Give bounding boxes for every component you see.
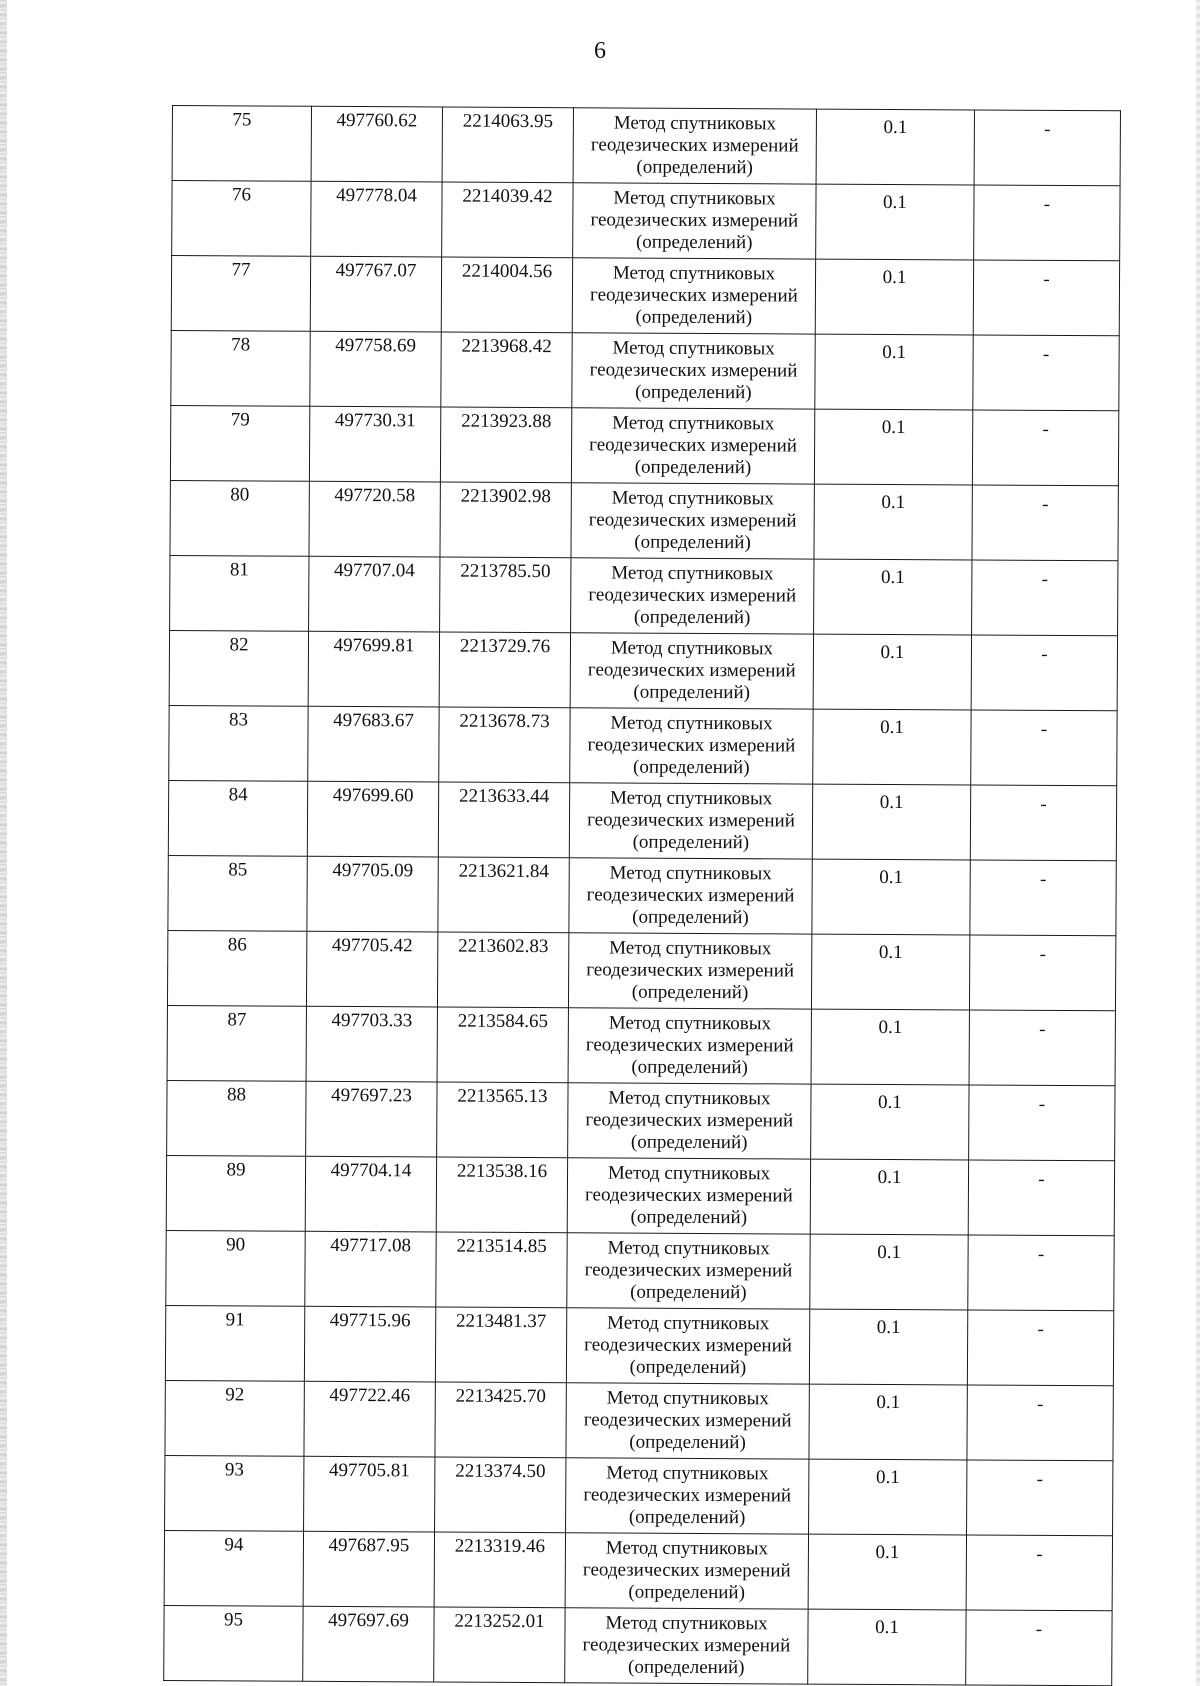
coordinate-y-cell: 2213621.84 bbox=[438, 857, 569, 933]
description-cell: - bbox=[972, 485, 1118, 561]
description-cell: - bbox=[972, 410, 1118, 486]
table-row bbox=[167, 1005, 1115, 1085]
method-cell: Метод спутниковых геодезических измерений (определений) bbox=[573, 108, 816, 184]
coordinate-x-cell: 497687.95 bbox=[303, 1531, 434, 1607]
point-number-cell: 79 bbox=[170, 405, 309, 481]
table-row bbox=[165, 1380, 1113, 1460]
accuracy-cell: 0.1 bbox=[815, 259, 973, 335]
table-row bbox=[168, 780, 1116, 860]
coordinate-y-cell: 2213729.76 bbox=[439, 632, 570, 708]
coordinate-y-cell: 2213425.70 bbox=[435, 1382, 566, 1458]
table-row bbox=[168, 855, 1116, 935]
description-cell: - bbox=[972, 560, 1118, 636]
coordinate-x-cell: 497699.81 bbox=[308, 631, 439, 707]
method-cell: Метод спутниковых геодезических измерений (определений) bbox=[566, 1308, 809, 1384]
coordinate-y-cell: 2213319.46 bbox=[434, 1532, 565, 1608]
coordinates-table bbox=[163, 105, 1121, 1686]
accuracy-cell: 0.1 bbox=[816, 184, 974, 260]
coordinate-x-cell: 497715.96 bbox=[304, 1306, 435, 1382]
description-cell: - bbox=[966, 1610, 1112, 1686]
table-row bbox=[170, 480, 1118, 560]
method-cell: Метод спутниковых геодезических измерений (определений) bbox=[569, 783, 812, 859]
description-cell: - bbox=[970, 785, 1116, 861]
coordinate-y-cell: 2213514.85 bbox=[436, 1232, 567, 1308]
coordinate-x-cell: 497760.62 bbox=[311, 106, 442, 182]
point-number-cell: 80 bbox=[170, 480, 309, 556]
accuracy-cell: 0.1 bbox=[816, 109, 974, 185]
coordinate-y-cell: 2213968.42 bbox=[441, 332, 572, 408]
method-cell: Метод спутниковых геодезических измерений (определений) bbox=[568, 1008, 811, 1084]
table-row bbox=[171, 330, 1119, 410]
point-number-cell: 85 bbox=[168, 855, 307, 931]
table-row bbox=[166, 1230, 1114, 1310]
point-number-cell: 77 bbox=[171, 256, 310, 332]
method-cell: Метод спутниковых геодезических измерений (определений) bbox=[571, 408, 814, 484]
coordinate-x-cell: 497778.04 bbox=[311, 181, 442, 257]
accuracy-cell: 0.1 bbox=[810, 1159, 968, 1235]
method-cell: Метод спутниковых геодезических измерений (определений) bbox=[571, 558, 814, 634]
coordinate-y-cell: 2213923.88 bbox=[440, 407, 571, 483]
coordinate-y-cell: 2213902.98 bbox=[440, 482, 571, 558]
table-row bbox=[169, 630, 1117, 710]
point-number-cell: 82 bbox=[169, 630, 308, 706]
coordinate-x-cell: 497767.07 bbox=[310, 256, 441, 332]
accuracy-cell: 0.1 bbox=[813, 634, 971, 710]
description-cell: - bbox=[969, 1010, 1115, 1086]
table-row bbox=[166, 1155, 1114, 1235]
description-cell: - bbox=[974, 110, 1120, 186]
method-cell: Метод спутниковых геодезических измерений (определений) bbox=[571, 483, 814, 559]
method-cell: Метод спутниковых геодезических измерений (определений) bbox=[568, 933, 811, 1009]
page-number: 6 bbox=[594, 38, 606, 64]
coordinate-x-cell: 497720.58 bbox=[309, 481, 440, 557]
point-number-cell: 88 bbox=[167, 1080, 306, 1156]
point-number-cell: 90 bbox=[166, 1230, 305, 1306]
table-row bbox=[167, 1080, 1115, 1160]
point-number-cell: 89 bbox=[166, 1155, 305, 1231]
description-cell: - bbox=[970, 860, 1116, 936]
coordinate-x-cell: 497707.04 bbox=[309, 556, 440, 632]
description-cell: - bbox=[974, 185, 1120, 261]
method-cell: Метод спутниковых геодезических измерений (определений) bbox=[566, 1458, 809, 1534]
table-row bbox=[172, 181, 1120, 261]
accuracy-cell: 0.1 bbox=[811, 1084, 969, 1160]
coordinate-x-cell: 497704.14 bbox=[305, 1156, 436, 1232]
description-cell: - bbox=[967, 1460, 1113, 1536]
method-cell: Метод спутниковых геодезических измерений (определений) bbox=[572, 258, 815, 334]
method-cell: Метод спутниковых геодезических измерений (определений) bbox=[567, 1158, 810, 1234]
accuracy-cell: 0.1 bbox=[809, 1384, 967, 1460]
accuracy-cell: 0.1 bbox=[808, 1609, 966, 1685]
coordinate-y-cell: 2213565.13 bbox=[437, 1082, 568, 1158]
accuracy-cell: 0.1 bbox=[814, 409, 972, 485]
table-row bbox=[170, 555, 1118, 635]
coordinate-y-cell: 2213678.73 bbox=[439, 707, 570, 783]
method-cell: Метод спутниковых геодезических измерений (определений) bbox=[569, 858, 812, 934]
accuracy-cell: 0.1 bbox=[809, 1459, 967, 1535]
coordinate-y-cell: 2214004.56 bbox=[441, 257, 572, 333]
coordinate-x-cell: 497703.33 bbox=[306, 1006, 437, 1082]
method-cell: Метод спутниковых геодезических измерений (определений) bbox=[568, 1083, 811, 1159]
point-number-cell: 93 bbox=[165, 1455, 304, 1531]
accuracy-cell: 0.1 bbox=[811, 934, 969, 1010]
table-row bbox=[169, 705, 1117, 785]
accuracy-cell: 0.1 bbox=[813, 709, 971, 785]
description-cell: - bbox=[969, 1085, 1115, 1161]
point-number-cell: 75 bbox=[172, 106, 311, 182]
method-cell: Метод спутниковых геодезических измерений (определений) bbox=[573, 183, 816, 259]
coordinate-x-cell: 497697.69 bbox=[303, 1606, 434, 1682]
method-cell: Метод спутниковых геодезических измерений (определений) bbox=[570, 708, 813, 784]
method-cell: Метод спутниковых геодезических измерений (определений) bbox=[572, 333, 815, 409]
method-cell: Метод спутниковых геодезических измерений (определений) bbox=[565, 1608, 808, 1684]
description-cell: - bbox=[967, 1310, 1113, 1386]
coordinate-y-cell: 2213602.83 bbox=[437, 932, 568, 1008]
description-cell: - bbox=[968, 1235, 1114, 1311]
coordinate-y-cell: 2213633.44 bbox=[438, 782, 569, 858]
table-row bbox=[170, 405, 1118, 485]
table-row bbox=[171, 256, 1119, 336]
point-number-cell: 81 bbox=[170, 555, 309, 631]
point-number-cell: 76 bbox=[172, 181, 311, 257]
description-cell: - bbox=[966, 1535, 1112, 1611]
accuracy-cell: 0.1 bbox=[810, 1234, 968, 1310]
coordinate-x-cell: 497758.69 bbox=[310, 331, 441, 407]
method-cell: Метод спутниковых геодезических измерений (определений) bbox=[566, 1383, 809, 1459]
accuracy-cell: 0.1 bbox=[812, 784, 970, 860]
coordinate-x-cell: 497705.81 bbox=[304, 1456, 435, 1532]
point-number-cell: 83 bbox=[169, 705, 308, 781]
description-cell: - bbox=[971, 635, 1117, 711]
point-number-cell: 84 bbox=[168, 780, 307, 856]
coordinate-x-cell: 497717.08 bbox=[305, 1231, 436, 1307]
table-row bbox=[164, 1530, 1112, 1610]
point-number-cell: 95 bbox=[164, 1605, 303, 1681]
method-cell: Метод спутниковых геодезических измерений (определений) bbox=[565, 1533, 808, 1609]
coordinate-x-cell: 497705.09 bbox=[307, 856, 438, 932]
point-number-cell: 92 bbox=[165, 1380, 304, 1456]
coordinate-x-cell: 497697.23 bbox=[306, 1081, 437, 1157]
point-number-cell: 91 bbox=[165, 1305, 304, 1381]
scan-edge-right bbox=[1196, 0, 1200, 1686]
description-cell: - bbox=[969, 935, 1115, 1011]
coordinate-y-cell: 2213785.50 bbox=[440, 557, 571, 633]
accuracy-cell: 0.1 bbox=[814, 559, 972, 635]
accuracy-cell: 0.1 bbox=[812, 859, 970, 935]
coordinate-x-cell: 497730.31 bbox=[309, 406, 440, 482]
description-cell: - bbox=[971, 710, 1117, 786]
table-row bbox=[167, 930, 1115, 1010]
accuracy-cell: 0.1 bbox=[808, 1534, 966, 1610]
scan-edge-left bbox=[0, 0, 7, 1686]
table-row bbox=[164, 1605, 1112, 1685]
accuracy-cell: 0.1 bbox=[815, 334, 973, 410]
description-cell: - bbox=[973, 335, 1119, 411]
point-number-cell: 87 bbox=[167, 1005, 306, 1081]
coordinate-y-cell: 2214039.42 bbox=[442, 182, 573, 258]
description-cell: - bbox=[968, 1160, 1114, 1236]
table-row bbox=[165, 1305, 1113, 1385]
accuracy-cell: 0.1 bbox=[809, 1309, 967, 1385]
description-cell: - bbox=[967, 1385, 1113, 1461]
accuracy-cell: 0.1 bbox=[811, 1009, 969, 1085]
coordinate-y-cell: 2214063.95 bbox=[442, 107, 573, 183]
coordinate-y-cell: 2213252.01 bbox=[434, 1607, 565, 1683]
coordinate-x-cell: 497699.60 bbox=[307, 781, 438, 857]
coordinate-y-cell: 2213374.50 bbox=[435, 1457, 566, 1533]
coordinate-x-cell: 497683.67 bbox=[308, 706, 439, 782]
coordinate-y-cell: 2213584.65 bbox=[437, 1007, 568, 1083]
coordinate-y-cell: 2213481.37 bbox=[435, 1307, 566, 1383]
method-cell: Метод спутниковых геодезических измерений (определений) bbox=[567, 1233, 810, 1309]
description-cell: - bbox=[973, 260, 1119, 336]
coordinate-y-cell: 2213538.16 bbox=[436, 1157, 567, 1233]
method-cell: Метод спутниковых геодезических измерений (определений) bbox=[570, 633, 813, 709]
point-number-cell: 86 bbox=[167, 930, 306, 1006]
point-number-cell: 78 bbox=[171, 330, 310, 406]
table-row bbox=[165, 1455, 1113, 1535]
point-number-cell: 94 bbox=[164, 1530, 303, 1606]
table-row bbox=[172, 106, 1120, 186]
coordinate-x-cell: 497722.46 bbox=[304, 1381, 435, 1457]
coordinates-table-body bbox=[164, 106, 1121, 1686]
coordinate-x-cell: 497705.42 bbox=[306, 931, 437, 1007]
accuracy-cell: 0.1 bbox=[814, 484, 972, 560]
